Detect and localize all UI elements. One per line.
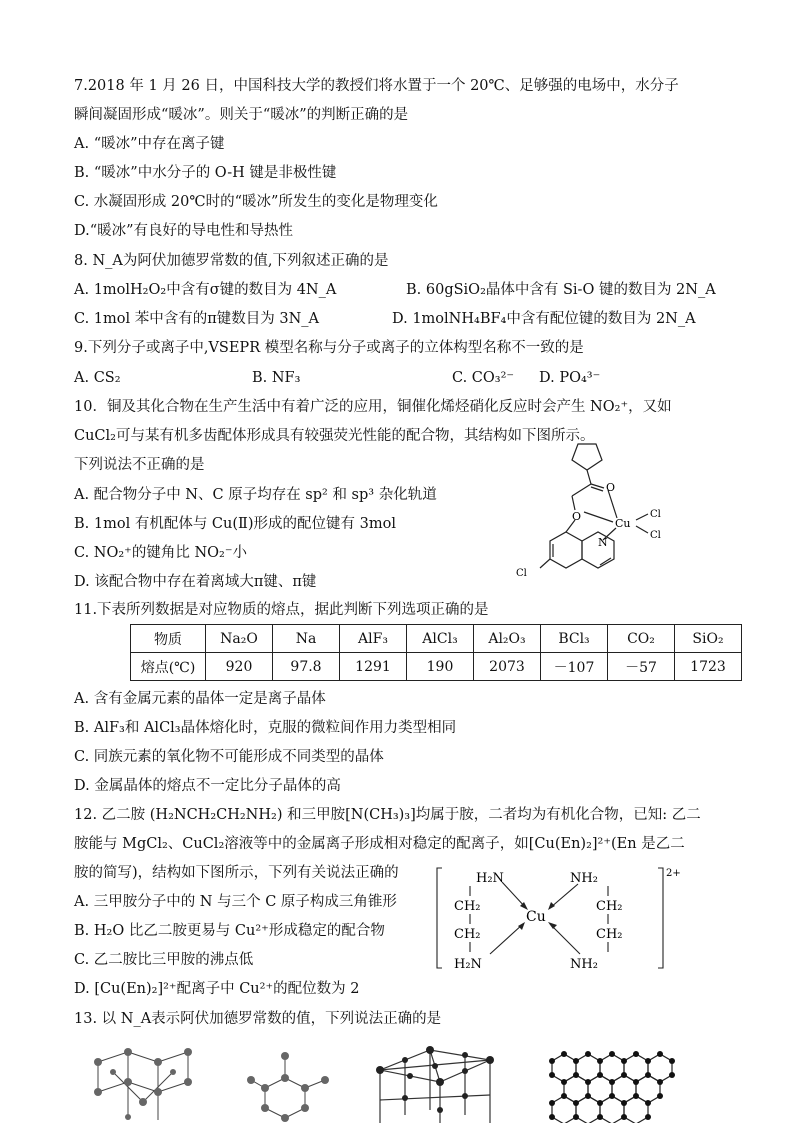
table-cell: 1723 (675, 653, 742, 681)
q12-option-c: C. 乙二胺比三甲胺的沸点低 (74, 952, 254, 968)
q12-option-d: D. [Cu(En)₂]²⁺配离子中 Cu²⁺的配位数为 2 (74, 981, 360, 997)
table-row-substance (131, 625, 742, 653)
q10-stem-line2: CuCl₂可与某有机多齿配体形成具有较强荧光性能的配合物，其结构如下图所示。 (74, 428, 595, 444)
q10-fig-ring-cl: Cl (516, 568, 527, 579)
q7-option-d: D.“暖冰”有良好的导电性和导热性 (74, 223, 294, 239)
q12-cu-en-complex-figure (430, 858, 690, 978)
q10-fig-ether-o: O (572, 510, 582, 523)
q13-crystal-structure-1 (88, 1042, 198, 1123)
table-cell: 190 (407, 653, 474, 681)
q12-stem-line3: 胺的简写)，结构如下图所示，下列有关说法正确的 (74, 865, 399, 881)
q10-option-a: A. 配合物分子中 N、C 原子均存在 sp² 和 sp³ 杂化轨道 (74, 487, 437, 503)
q12-stem-line1: 12. 乙二胺 (H₂NCH₂CH₂NH₂) 和三甲胺[N(CH₃)₃]均属于胺，二者均为有机化合物，已知: 乙二 (74, 807, 701, 823)
q11-stem: 11.下表所列数据是对应物质的熔点，据此判断下列选项正确的是 (74, 602, 489, 618)
q12-fig-cu: Cu (526, 909, 546, 925)
q9-stem: 9.下列分子或离子中,VSEPR 模型名称与分子或离子的立体构型名称不一致的是 (74, 340, 584, 356)
q7-option-a: A. “暖冰”中存在离子键 (74, 136, 225, 152)
q13-crystal-structure-2 (245, 1048, 335, 1123)
table-cell: SiO₂ (675, 625, 742, 653)
q13-graphite-layer (538, 1046, 678, 1123)
q10-stem-line3: 下列说法不正确的是 (74, 457, 205, 473)
q9-option-a: A. CS₂ (74, 370, 121, 386)
table-cell: AlF₃ (340, 625, 407, 653)
table-cell: 1291 (340, 653, 407, 681)
q9-option-b: B. NF₃ (252, 370, 301, 386)
melting-point-table (130, 624, 742, 681)
q10-fig-cu: Cu (615, 517, 631, 530)
q7-option-c: C. 水凝固形成 20℃时的“暖冰”所发生的变化是物理变化 (74, 194, 438, 210)
q7-stem-line2: 瞬间凝固形成“暖冰”。则关于“暖冰”的判断正确的是 (74, 107, 409, 123)
q10-option-c: C. NO₂⁺的键角比 NO₂⁻小 (74, 545, 247, 561)
q7-stem-line1: 7.2018 年 1 月 26 日，中国科技大学的教授们将水置于一个 20℃、足够强的电场中，水分子 (74, 78, 679, 94)
q12-fig-h2n-bottom-left: H₂N (454, 957, 482, 972)
table-cell: Na (273, 625, 340, 653)
q8-stem: 8. N_A为阿伏加德罗常数的值,下列叙述正确的是 (74, 253, 389, 269)
table-header-melting-point: 熔点(℃) (131, 653, 206, 681)
q7-option-b: B. “暖冰”中水分子的 O-H 键是非极性键 (74, 165, 337, 181)
q10-fig-cl-2: Cl (650, 530, 661, 541)
table-cell: BCl₃ (541, 625, 608, 653)
q11-option-c: C. 同族元素的氧化物不可能形成不同类型的晶体 (74, 749, 384, 765)
q9-option-c: C. CO₃²⁻ (452, 370, 515, 386)
q12-fig-h2n-top-left: H₂N (476, 871, 504, 886)
q10-option-b: B. 1mol 有机配体与 Cu(Ⅱ)形成的配位键有 3mol (74, 516, 396, 532)
table-cell: Al₂O₃ (474, 625, 541, 653)
q12-fig-charge: 2+ (666, 868, 681, 879)
q12-fig-ch2-right-upper: CH₂ (596, 899, 623, 914)
q9-option-d: D. PO₄³⁻ (539, 370, 601, 386)
table-cell: CO₂ (608, 625, 675, 653)
q10-fig-carbonyl-o: O (606, 481, 616, 494)
q12-fig-ch2-right-lower: CH₂ (596, 927, 623, 942)
q12-fig-ch2-left-lower: CH₂ (454, 927, 481, 942)
q10-complex-structure-figure (500, 440, 680, 580)
table-cell: 2073 (474, 653, 541, 681)
q8-option-d: D. 1molNH₄BF₄中含有配位键的数目为 2N_A (392, 311, 696, 327)
q10-fig-cl-1: Cl (650, 509, 661, 520)
table-cell: 97.8 (273, 653, 340, 681)
q12-fig-ch2-left-upper: CH₂ (454, 899, 481, 914)
q12-fig-nh2-top-right: NH₂ (570, 871, 598, 886)
q12-fig-nh2-bottom-right: NH₂ (570, 957, 598, 972)
q10-fig-ring-n: N (598, 536, 608, 549)
table-row-melting-point (131, 653, 742, 681)
q8-option-a: A. 1molH₂O₂中含有σ键的数目为 4N_A (74, 282, 337, 298)
q13-stem: 13. 以 N_A表示阿伏加德罗常数的值，下列说法正确的是 (74, 1011, 442, 1027)
q10-option-d: D. 该配合物中存在着离域大π键、π键 (74, 574, 317, 590)
q10-stem-line1: 10．铜及其化合物在生产生活中有着广泛的应用，铜催化烯烃硝化反应时会产生 NO₂⁺，又如 (74, 399, 672, 415)
q11-option-b: B. AlF₃和 AlCl₃晶体熔化时，克服的微粒间作用力类型相同 (74, 720, 457, 736)
q8-option-c: C. 1mol 苯中含有的π键数目为 3N_A (74, 311, 320, 327)
table-cell: －57 (608, 653, 675, 681)
table-cell: －107 (541, 653, 608, 681)
table-cell: Na₂O (206, 625, 273, 653)
q12-option-a: A. 三甲胺分子中的 N 与三个 C 原子构成三角锥形 (74, 894, 397, 910)
q13-crystal-structure-3 (370, 1040, 500, 1123)
q12-option-b: B. H₂O 比乙二胺更易与 Cu²⁺形成稳定的配合物 (74, 923, 385, 939)
q11-option-d: D. 金属晶体的熔点不一定比分子晶体的高 (74, 778, 341, 794)
table-cell: AlCl₃ (407, 625, 474, 653)
table-header-substance: 物质 (131, 625, 206, 653)
q11-option-a: A. 含有金属元素的晶体一定是离子晶体 (74, 691, 326, 707)
q12-stem-line2: 胺能与 MgCl₂、CuCl₂溶液等中的金属离子形成相对稳定的配离子，如[Cu(En)₂]²⁺(En 是乙二 (74, 836, 685, 852)
q8-option-b: B. 60gSiO₂晶体中含有 Si-O 键的数目为 2N_A (406, 282, 716, 298)
table-cell: 920 (206, 653, 273, 681)
